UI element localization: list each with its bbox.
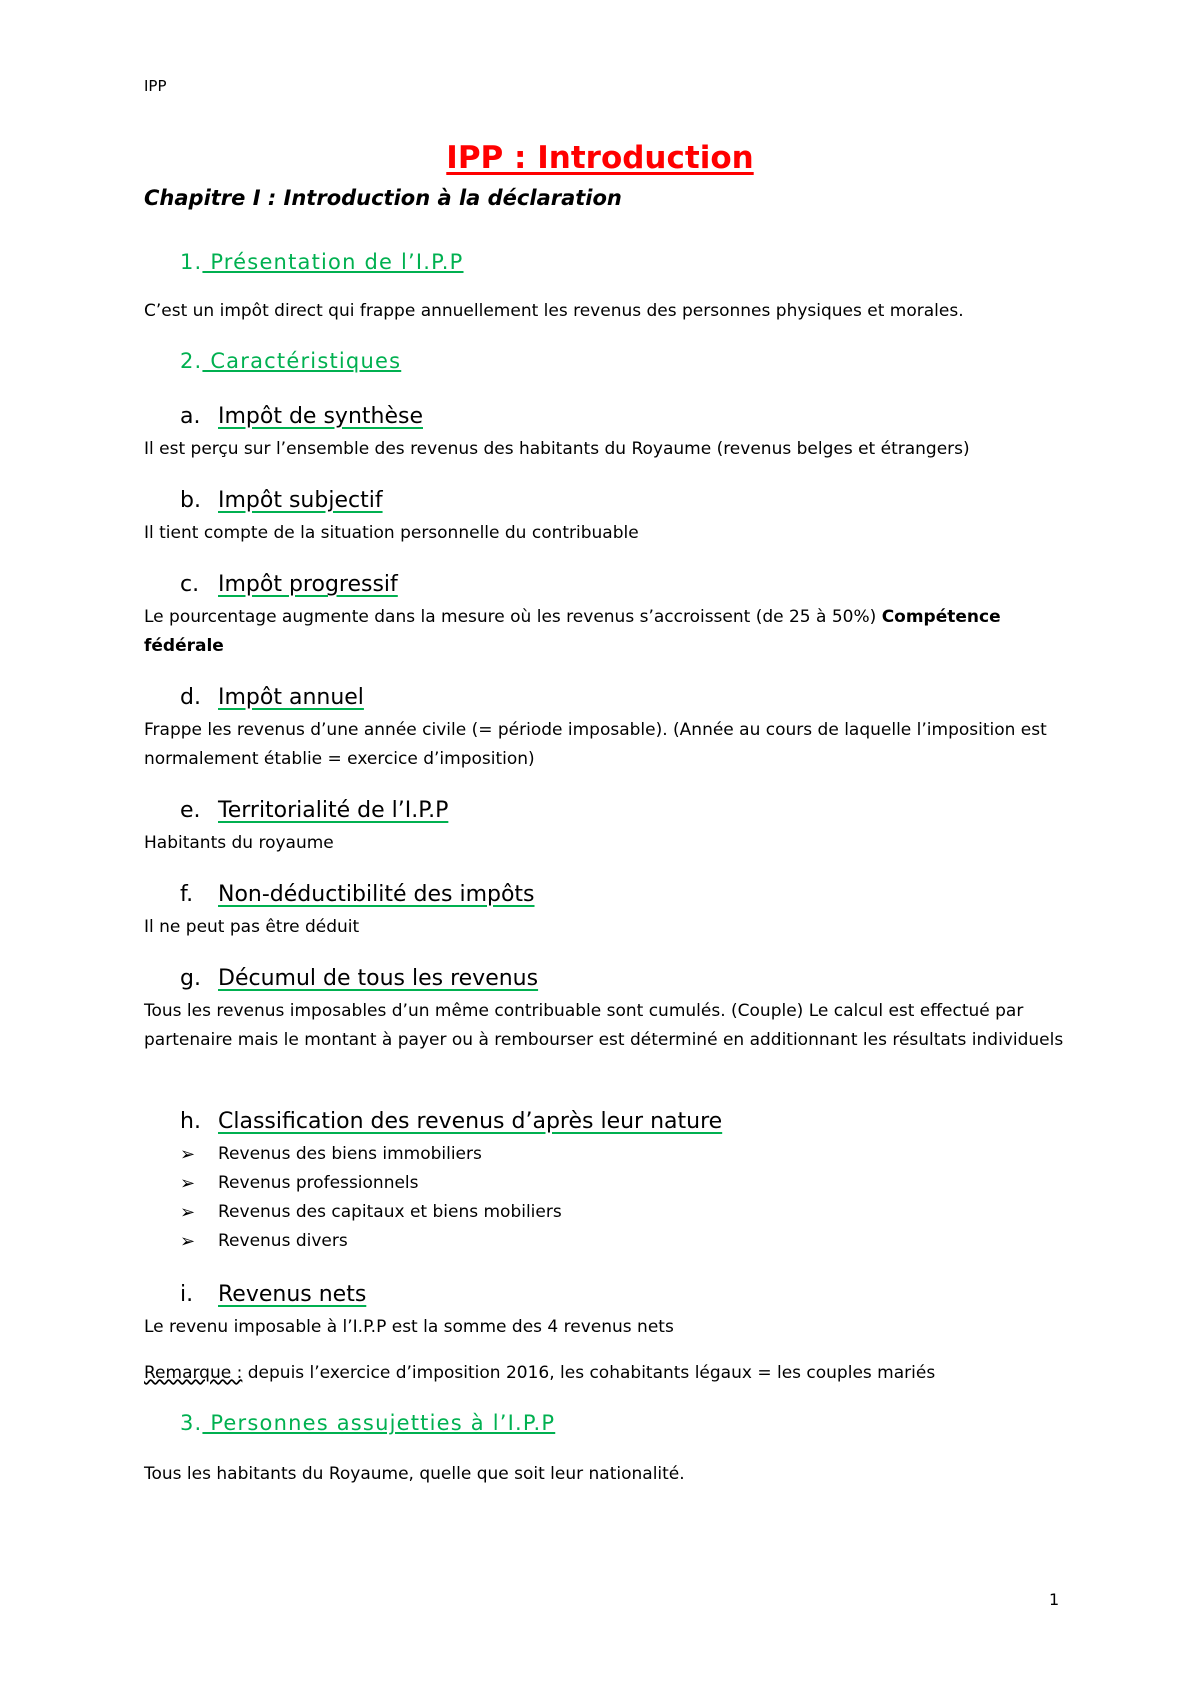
section-3-title: Personnes assujetties à l’I.P.P <box>202 1411 556 1435</box>
item-f-heading <box>180 882 535 907</box>
item-f-letter: f. <box>180 882 194 907</box>
list-item: ➢ Revenus divers <box>180 1227 562 1256</box>
section-3-text: Tous les habitants du Royaume, quelle que soit leur nationalité. <box>144 1464 685 1484</box>
item-d-title: Impôt annuel <box>218 685 364 710</box>
item-a-heading <box>180 404 423 429</box>
item-c-text-main: Le pourcentage augmente dans la mesure où les revenus s’accroissent (de 25 à 50%) <box>144 607 882 627</box>
page-title: IPP : Introduction <box>446 140 754 176</box>
page-number: 1 <box>1049 1590 1060 1609</box>
item-h-letter: h. <box>180 1109 201 1134</box>
item-c-heading <box>180 572 398 597</box>
remark-label: Remarque : <box>144 1363 243 1383</box>
item-d-text: Frappe les revenus d’une année civile (= période imposable). (Année au cours de laquelle l’imposition est normalement établie = exercice d’imposition) <box>144 720 1047 769</box>
section-2-title: Caractéristiques <box>202 349 402 373</box>
item-h-heading <box>180 1109 723 1134</box>
section-2-heading <box>180 349 401 373</box>
item-f-title: Non-déductibilité des impôts <box>218 882 535 907</box>
section-3-heading <box>180 1411 555 1435</box>
list-item: ➢ Revenus des biens immobiliers <box>180 1140 562 1169</box>
section-1-text: C’est un impôt direct qui frappe annuellement les revenus des personnes physiques et morales. <box>144 301 964 321</box>
arrow-bullet-icon: ➢ <box>180 1202 196 1223</box>
item-b-heading <box>180 488 383 513</box>
item-a-text: Il est perçu sur l’ensemble des revenus des habitants du Royaume (revenus belges et étrangers) <box>144 439 970 459</box>
item-e-title: Territorialité de l’I.P.P <box>218 798 449 823</box>
item-e-text: Habitants du royaume <box>144 833 334 853</box>
arrow-bullet-icon: ➢ <box>180 1144 196 1165</box>
arrow-bullet-icon: ➢ <box>180 1231 196 1252</box>
item-h-bullet-list <box>180 1140 562 1256</box>
item-g-text: Tous les revenus imposables d’un même contribuable sont cumulés. (Couple) Le calcul est effectué par partenaire mais le montant à payer ou à rembourser est déterminé en additionnant les résultats individuels <box>144 1001 1064 1050</box>
running-header: IPP <box>144 77 167 95</box>
remark <box>144 1359 1064 1388</box>
section-1-number: 1. <box>180 250 203 274</box>
item-c-title: Impôt progressif <box>218 572 398 597</box>
item-b-letter: b. <box>180 488 201 513</box>
item-c-text <box>144 603 1064 661</box>
item-e-letter: e. <box>180 798 201 823</box>
remark-text: depuis l’exercice d’imposition 2016, les cohabitants légaux = les couples mariés <box>242 1363 936 1383</box>
item-g-heading <box>180 966 539 991</box>
list-item: ➢ Revenus professionnels <box>180 1169 562 1198</box>
chapter-heading: Chapitre I : Introduction à la déclaration <box>144 186 622 210</box>
item-f-text: Il ne peut pas être déduit <box>144 917 360 937</box>
item-i-title: Revenus nets <box>218 1282 367 1307</box>
item-g-letter: g. <box>180 966 201 991</box>
item-i-text: Le revenu imposable à l’I.P.P est la somme des 4 revenus nets <box>144 1317 674 1337</box>
item-a-title: Impôt de synthèse <box>218 404 423 429</box>
item-e-heading <box>180 798 449 823</box>
item-i-letter: i. <box>180 1282 194 1307</box>
item-c-text-bold: Compétence fédérale <box>144 607 1001 656</box>
item-b-title: Impôt subjectif <box>218 488 383 513</box>
item-i-heading <box>180 1282 367 1307</box>
arrow-bullet-icon: ➢ <box>180 1173 196 1194</box>
section-3-number: 3. <box>180 1411 203 1435</box>
item-g-title: Décumul de tous les revenus <box>218 966 539 991</box>
section-1-heading <box>180 250 464 274</box>
section-2-number: 2. <box>180 349 203 373</box>
section-1-title: Présentation de l’I.P.P <box>202 250 464 274</box>
item-b-text: Il tient compte de la situation personnelle du contribuable <box>144 523 639 543</box>
item-a-letter: a. <box>180 404 201 429</box>
item-h-title: Classification des revenus d’après leur nature <box>218 1109 723 1134</box>
item-d-heading <box>180 685 364 710</box>
list-item: ➢ Revenus des capitaux et biens mobiliers <box>180 1198 562 1227</box>
item-d-letter: d. <box>180 685 201 710</box>
item-c-letter: c. <box>180 572 200 597</box>
